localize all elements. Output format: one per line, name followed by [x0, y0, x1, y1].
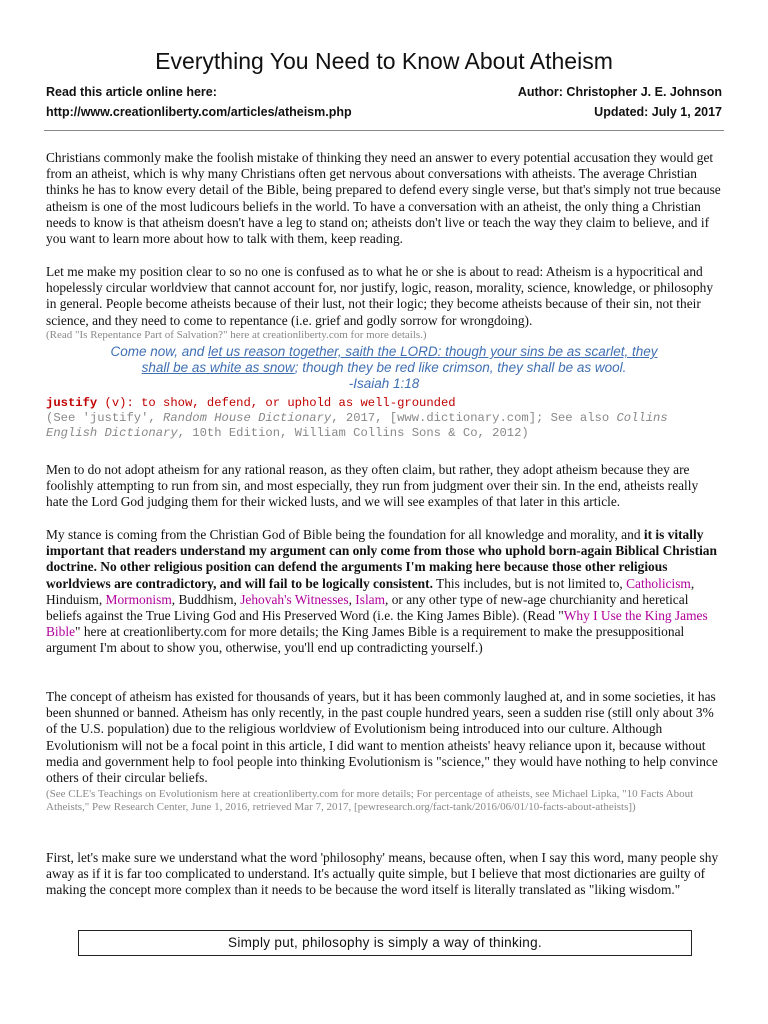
updated-date: Updated: July 1, 2017 — [594, 105, 722, 119]
evolution-citation: (See CLE's Teachings on Evolutionism here at creationliberty.com for more details; For percentage of atheists, see Michael Lipka, "10 Facts About Atheists," Pew Research Center, June 1, 2016, retrieved Mar 7, 2017, [pewresearch.org/fact-tank/2016/06/01/10-facts-about-atheists]) — [46, 788, 694, 814]
stance-text: My stance is coming from the Christian God of Bible being the foundation for all knowledge and morality, and — [46, 527, 644, 542]
verse-reference: -Isaiah 1:18 — [348, 376, 420, 391]
link-islam[interactable]: Islam — [355, 591, 386, 607]
stance-text: , Hinduism, — [46, 575, 695, 607]
read-online-label: Read this article online here: — [46, 85, 217, 99]
paragraph-4 — [46, 527, 722, 657]
callout-box: Simply put, philosophy is simply a way of thinking. — [78, 930, 692, 956]
stance-text: This includes, but is not limited to, — [432, 575, 627, 591]
page-title: Everything You Need to Know About Atheism — [155, 48, 613, 74]
paragraph-5: The concept of atheism has existed for thousands of years, but it has been commonly laughed at, and in some societies, it has been shunned or banned. Atheism has only recently, in the past couple hundred years, seen a sudden rise (still only about 3% of the U.S. population) due to the religious worldview of Evolutionism being introduced into our culture. Although Evolutionism will not be a focal point in this article, I did want to mention atheists' heavy reliance upon it, because without media and government help to fool people into thinking Evolutionism is "science," they would have nothing to help convince others of their circular beliefs. — [46, 689, 718, 786]
verse-lead: Come now, and — [110, 344, 209, 359]
author-label: Author: Christopher J. E. Johnson — [517, 85, 722, 99]
header-left — [46, 82, 352, 122]
source-title-2: Collins English Dictionary — [46, 411, 668, 440]
header-divider — [44, 130, 724, 131]
repentance-citation: (Read "Is Repentance Part of Salvation?" here at creationliberty.com for more details.) — [46, 328, 427, 341]
defined-word: justify — [46, 396, 98, 410]
paragraph-1: Christians commonly make the foolish mistake of thinking they need an answer to every potential accusation they would get from an atheist, which is why many Christians often get nervous about conversations with atheists. The average Christian thinks he has to know every detail of the Bible, being prepared to defend every single verse, but that's simply not true because atheism is one of the most ludicours beliefs in the world. To have a conversation with an atheist, the only thing a Christian needs to know is that atheism doesn't have a leg to stand on; atheists don't live or teach the way they claim to believe, and if you want to learn more about how to talk with them, keep reading. — [46, 150, 721, 247]
stance-bold-text: it is vitally important that readers understand my argument can only come from those who uphold born-again Biblical Christian doctrine. No other religious position can defend the arguments I'm making here because those other religious worldviews are contradictory, and will fail to be logically consistent. — [46, 527, 717, 591]
position-paragraph — [46, 264, 722, 342]
stance-paragraph — [46, 527, 722, 657]
paragraph-2: Let me make my position clear to so no one is confused as to what he or she is about to read: Atheism is a hypocritical and hopelessly circular worldview that cannot account for, nor justify, logic, reason, morality, science, knowledge, or philosophy in general. People become atheists because of their lust, not their logic; they become atheists because of their sin, not their science, and they need to come to repentance (i.e. grief and godly sorrow for wrongdoing). — [46, 264, 714, 328]
link-jehovahs-witnesses[interactable]: Jehovah's Witnesses — [240, 591, 349, 607]
verse-tail: ; though they be red like crimson, they shall be as wool. — [294, 360, 627, 375]
stance-text: , or any other type of new-age churchianity and heretical beliefs against the True Living God and His Preserved Word (i.e. the King James Bible). (Read " — [46, 591, 689, 624]
stance-text: , Buddhism, — [171, 591, 241, 607]
definition-source — [46, 411, 722, 441]
intro-paragraph — [46, 150, 722, 247]
source-part: (See 'justify', — [46, 411, 164, 425]
stance-text: , — [348, 591, 356, 607]
link-catholicism[interactable]: Catholicism — [626, 575, 691, 591]
source-part: , 2017, [www.dictionary.com]; See also — [331, 411, 617, 425]
source-part: , 10th Edition, William Collins Sons & Co, 2012) — [177, 426, 529, 440]
paragraph-3: Men to do not adopt atheism for any rational reason, as they often claim, but rather, they adopt atheism because they are foolishly attempting to run from sin, and most especially, they run from judgment over their sin. In the end, atheists really hate the Lord God judging them for their wicked lusts, and we will see examples of that later in this article. — [46, 462, 699, 510]
link-mormonism[interactable]: Mormonism — [105, 591, 172, 607]
motive-paragraph — [46, 462, 722, 511]
philosophy-paragraph — [46, 850, 722, 899]
stance-text: " here at creationliberty.com for more details; the King James Bible is a requirement to make the presuppositional argument I'm about to show you, otherwise, you'll end up contradicting yourself.) — [46, 624, 685, 656]
definition-line — [46, 396, 722, 411]
header-right — [518, 82, 722, 122]
scripture-quote — [100, 344, 668, 392]
link-kjb[interactable]: Why I Use the King James Bible — [46, 608, 708, 640]
definition-text: (v): to show, defend, or uphold as well-grounded — [97, 396, 456, 410]
verse-link[interactable]: let us reason together, saith the LORD: though your sins be as scarlet, they shall be as white as snow — [141, 344, 658, 375]
paragraph-6: First, let's make sure we understand what the word 'philosophy' means, because often, when I say this word, many people shy away as if it is far too complicated to understand. It's actually quite simple, but I believe that most dictionaries are guilty of making the concept more complex than it needs to be because the word itself is literally translated as "liking wisdom." — [46, 850, 719, 898]
history-paragraph — [46, 689, 722, 814]
definition-block — [46, 396, 722, 441]
article-url[interactable]: http://www.creationliberty.com/articles/atheism.php — [46, 105, 352, 119]
source-title-1: Random House Dictionary — [163, 411, 332, 425]
